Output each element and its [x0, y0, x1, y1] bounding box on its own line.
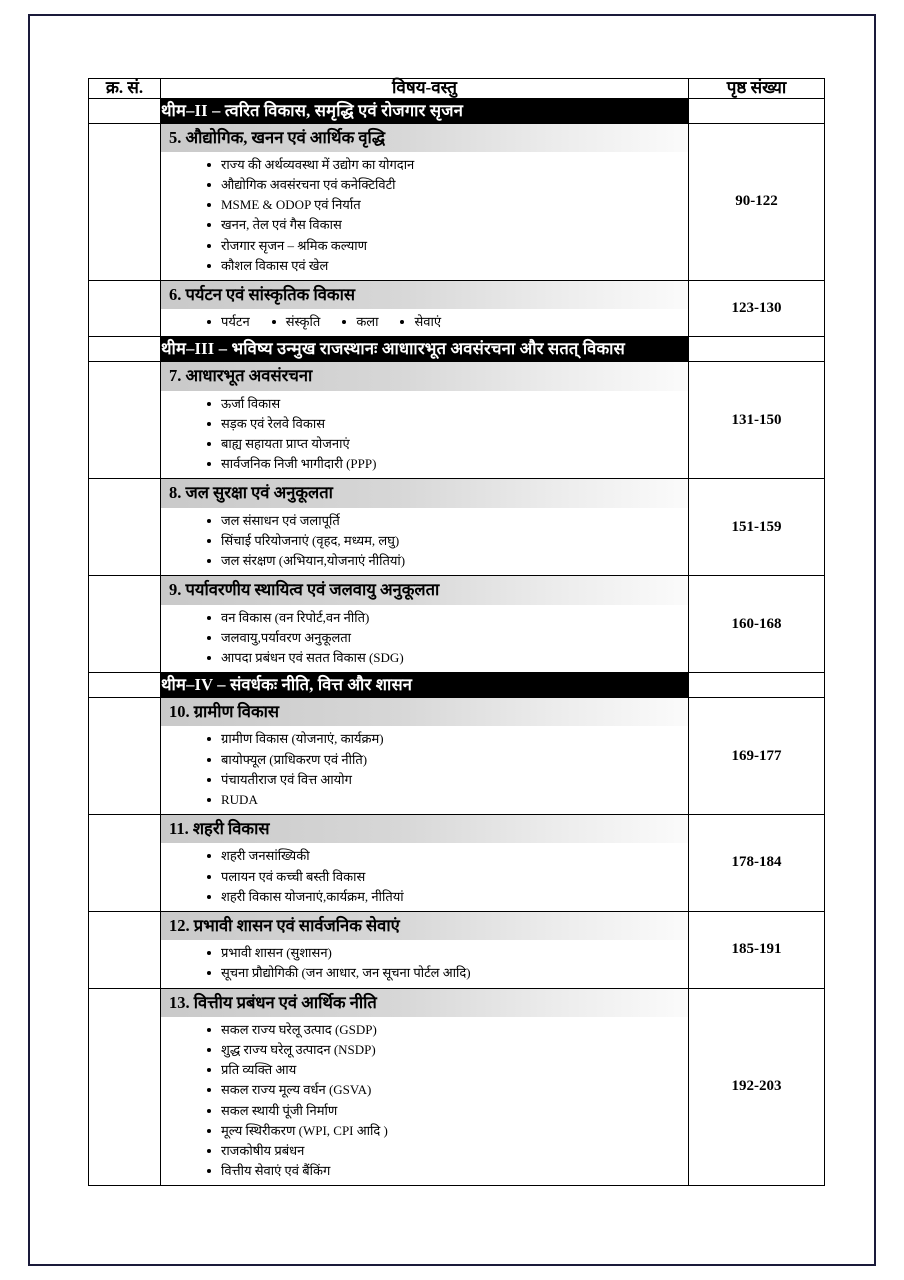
- chapter-topics: [161, 511, 688, 571]
- list-item: शहरी जनसांख्यिकी: [207, 846, 688, 866]
- list-item: MSME & ODOP एवं निर्यात: [207, 195, 688, 215]
- page-range: 160-168: [689, 576, 825, 673]
- theme-row: [89, 673, 825, 698]
- chapter-cell: [161, 362, 689, 479]
- serial-cell: [89, 123, 161, 280]
- chapter-topics: [161, 394, 688, 475]
- list-item: ऊर्जा विकास: [207, 394, 688, 414]
- chapter-cell: [161, 911, 689, 988]
- chapter-cell: [161, 576, 689, 673]
- list-item: सड़क एवं रेलवे विकास: [207, 414, 688, 434]
- chapter-title: 9. पर्यावरणीय स्थायित्व एवं जलवायु अनुकूलता: [161, 576, 688, 604]
- list-item: पंचायतीराज एवं वित्त आयोग: [207, 770, 688, 790]
- serial-cell: [89, 98, 161, 123]
- chapter-cell: [161, 280, 689, 337]
- page-range: 169-177: [689, 698, 825, 815]
- toc-table: [88, 78, 825, 1186]
- column-header-subject: विषय-वस्तु: [161, 79, 689, 99]
- chapter-title: 7. आधारभूत अवसंरचना: [161, 362, 688, 390]
- chapter-cell: [161, 988, 689, 1186]
- theme-row: [89, 337, 825, 362]
- column-header-pages: पृष्ठ संख्या: [689, 79, 825, 99]
- chapter-cell: [161, 698, 689, 815]
- theme-row: [89, 98, 825, 123]
- list-item: सकल राज्य घरेलू उत्पाद (GSDP): [207, 1020, 688, 1040]
- list-item: मूल्य स्थिरीकरण (WPI, CPI आदि ): [207, 1121, 688, 1141]
- serial-cell: [89, 911, 161, 988]
- page-range: 131-150: [689, 362, 825, 479]
- list-item: जल संरक्षण (अभियान,योजनाएं नीतियां): [207, 551, 688, 571]
- chapter-title: 8. जल सुरक्षा एवं अनुकूलता: [161, 479, 688, 507]
- chapter-title: 5. औद्योगिक, खनन एवं आर्थिक वृद्धि: [161, 124, 688, 152]
- serial-cell: [89, 337, 161, 362]
- list-item: राज्य की अर्थव्यवस्था में उद्योग का योगदान: [207, 155, 688, 175]
- pages-cell: [689, 98, 825, 123]
- toc-header-row: [89, 79, 825, 99]
- list-item: शुद्ध राज्य घरेलू उत्पादन (NSDP): [207, 1040, 688, 1060]
- serial-cell: [89, 280, 161, 337]
- list-item: सूचना प्रौद्योगिकी (जन आधार, जन सूचना पोर्टल आदि): [207, 963, 688, 983]
- pages-cell: [689, 337, 825, 362]
- theme-title: थीम–IV – संवर्धकः नीति, वित्त और शासन: [161, 673, 689, 698]
- chapter-topics: [161, 1020, 688, 1181]
- chapter-cell: [161, 815, 689, 912]
- chapter-row: [89, 815, 825, 912]
- list-item: सार्वजनिक निजी भागीदारी (PPP): [207, 454, 688, 474]
- chapter-cell: [161, 123, 689, 280]
- chapter-topics: [161, 155, 688, 276]
- list-item: सिंचाई परियोजनाएं (वृहद, मध्यम, लघु): [207, 531, 688, 551]
- list-item: वन विकास (वन रिपोर्ट,वन नीति): [207, 608, 688, 628]
- list-item: जलवायु,पर्यावरण अनुकूलता: [207, 628, 688, 648]
- list-item: बायोफ्यूल (प्राधिकरण एवं नीति): [207, 750, 688, 770]
- list-item: वित्तीय सेवाएं एवं बैंकिंग: [207, 1161, 688, 1181]
- page-range: 123-130: [689, 280, 825, 337]
- list-item: पर्यटन: [207, 312, 250, 332]
- chapter-topics: [161, 846, 688, 906]
- chapter-cell: [161, 479, 689, 576]
- chapter-title: 6. पर्यटन एवं सांस्कृतिक विकास: [161, 281, 688, 309]
- theme-title: थीम–II – त्वरित विकास, समृद्धि एवं रोजगार सृजन: [161, 98, 689, 123]
- column-header-serial: क्र. सं.: [89, 79, 161, 99]
- list-item: रोजगार सृजन – श्रमिक कल्याण: [207, 236, 688, 256]
- chapter-row: [89, 988, 825, 1186]
- serial-cell: [89, 576, 161, 673]
- pages-cell: [689, 673, 825, 698]
- chapter-row: [89, 280, 825, 337]
- page-range: 151-159: [689, 479, 825, 576]
- chapter-row: [89, 911, 825, 988]
- list-item: सकल स्थायी पूंजी निर्माण: [207, 1101, 688, 1121]
- list-item: औद्योगिक अवसंरचना एवं कनेक्टिविटी: [207, 175, 688, 195]
- list-item: खनन, तेल एवं गैस विकास: [207, 215, 688, 235]
- theme-title: थीम–III – भविष्य उन्मुख राजस्थानः आधाारभूत अवसंरचना और सतत् विकास: [161, 337, 689, 362]
- page-range: 185-191: [689, 911, 825, 988]
- chapter-row: [89, 362, 825, 479]
- serial-cell: [89, 362, 161, 479]
- chapter-topics: [161, 729, 688, 810]
- chapter-title: 13. वित्तीय प्रबंधन एवं आर्थिक नीति: [161, 989, 688, 1017]
- chapter-title: 12. प्रभावी शासन एवं सार्वजनिक सेवाएं: [161, 912, 688, 940]
- table-of-contents: [88, 78, 824, 1186]
- chapter-title: 10. ग्रामीण विकास: [161, 698, 688, 726]
- list-item: कला: [342, 312, 378, 332]
- list-item: RUDA: [207, 790, 688, 810]
- list-item: प्रभावी शासन (सुशासन): [207, 943, 688, 963]
- serial-cell: [89, 698, 161, 815]
- list-item: आपदा प्रबंधन एवं सतत विकास (SDG): [207, 648, 688, 668]
- serial-cell: [89, 988, 161, 1186]
- list-item: राजकोषीय प्रबंधन: [207, 1141, 688, 1161]
- chapter-row: [89, 123, 825, 280]
- chapter-row: [89, 698, 825, 815]
- chapter-row: [89, 479, 825, 576]
- list-item: कौशल विकास एवं खेल: [207, 256, 688, 276]
- list-item: सेवाएं: [400, 312, 441, 332]
- chapter-topics: [161, 312, 688, 332]
- chapter-topics: [161, 608, 688, 668]
- serial-cell: [89, 479, 161, 576]
- chapter-topics: [161, 943, 688, 983]
- list-item: सकल राज्य मूल्य वर्धन (GSVA): [207, 1080, 688, 1100]
- page-range: 90-122: [689, 123, 825, 280]
- list-item: जल संसाधन एवं जलापूर्ति: [207, 511, 688, 531]
- chapter-title: 11. शहरी विकास: [161, 815, 688, 843]
- list-item: पलायन एवं कच्ची बस्ती विकास: [207, 867, 688, 887]
- list-item: ग्रामीण विकास (योजनाएं, कार्यक्रम): [207, 729, 688, 749]
- serial-cell: [89, 673, 161, 698]
- chapter-row: [89, 576, 825, 673]
- list-item: शहरी विकास योजनाएं,कार्यक्रम, नीतियां: [207, 887, 688, 907]
- page-range: 192-203: [689, 988, 825, 1186]
- serial-cell: [89, 815, 161, 912]
- list-item: बाह्य सहायता प्राप्त योजनाएं: [207, 434, 688, 454]
- list-item: प्रति व्यक्ति आय: [207, 1060, 688, 1080]
- page-range: 178-184: [689, 815, 825, 912]
- list-item: संस्कृति: [272, 312, 321, 332]
